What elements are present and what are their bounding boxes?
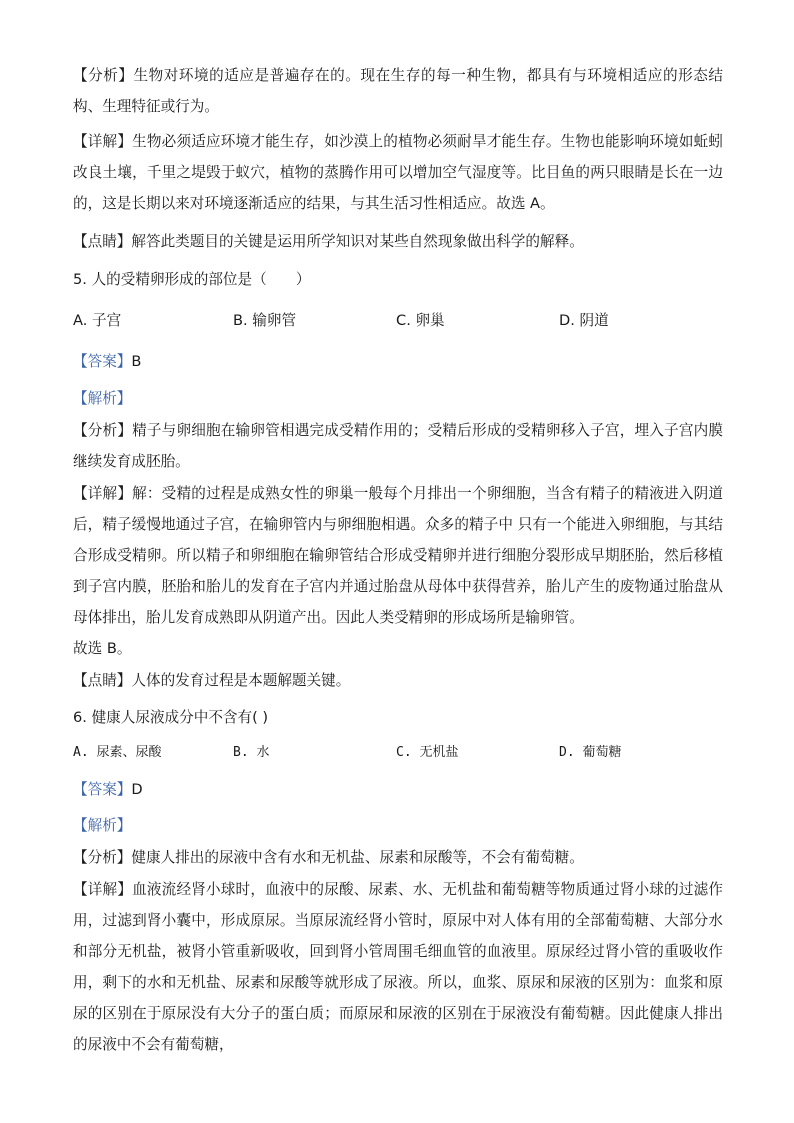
q5-jiexi — [73, 383, 723, 414]
answer-value: B — [131, 353, 142, 370]
comment-text: 解答此类题目的关键是运用所学知识对某些自然现象做出科学的解释。 — [131, 233, 584, 250]
q6-answer — [73, 774, 723, 805]
q5-detail — [73, 478, 723, 633]
q6-analysis — [73, 842, 723, 873]
q6-option-a: A. 尿素、尿酸 — [73, 745, 162, 760]
detail-tag: 【详解】 — [73, 133, 133, 150]
q5-option-a: A. 子宫 — [73, 312, 122, 329]
question-6-stem: 6. 健康人尿液成分中不含有( ) — [73, 709, 269, 726]
answer-tag: 【答案】 — [73, 353, 132, 370]
answer-tag: 【答案】 — [73, 781, 132, 798]
comment-tag: 【点睛】 — [73, 233, 132, 250]
q5-option-d: D. 阴道 — [559, 312, 609, 329]
analysis-tag: 【分析】 — [73, 849, 132, 866]
detail-tag: 【详解】 — [73, 485, 133, 502]
q6-detail — [73, 874, 723, 1060]
jiexi-tag: 【解析】 — [73, 817, 132, 834]
detail-text: 生物必须适应环境才能生存，如沙漠上的植物必须耐旱才能生存。生物也能影响环境如蚯蚓改良土壤，千里之堤毁于蚁穴，植物的蒸腾作用可以增加空气湿度等。比目鱼的两只眼睛是长在一边的，这是长期以来对环境逐渐适应的结果，与其生活习性相适应。故选 A。 — [73, 133, 723, 212]
comment-paragraph-1 — [73, 226, 723, 257]
analysis-text: 健康人排出的尿液中含有水和无机盐、尿素和尿酸等，不会有葡萄糖。 — [131, 849, 584, 866]
answer-value: D — [131, 781, 143, 798]
comment-tag: 【点睛】 — [73, 672, 132, 689]
analysis-paragraph-1 — [73, 60, 723, 122]
q6-option-b: B. 水 — [233, 745, 270, 760]
jiexi-tag: 【解析】 — [73, 390, 132, 407]
analysis-text: 生物对环境的适应是普遍存在的。现在生存的每一种生物，都具有与环境相适应的形态结构、生理特征或行为。 — [73, 67, 723, 115]
detail-tag: 【详解】 — [73, 881, 133, 898]
detail-paragraph-1 — [73, 126, 723, 219]
q5-choose: 故选 B。 — [73, 640, 132, 657]
q5-analysis — [73, 415, 723, 477]
q6-option-d: D. 葡萄糖 — [559, 745, 622, 760]
analysis-text: 精子与卵细胞在输卵管相遇完成受精作用的；受精后形成的受精卵移入子宫，埋入子宫内膜继续发育成胚胎。 — [73, 422, 723, 470]
q5-option-b: B. 输卵管 — [233, 312, 297, 329]
analysis-tag: 【分析】 — [73, 67, 134, 84]
question-5-stem: 5. 人的受精卵形成的部位是（ ） — [73, 271, 311, 288]
comment-text: 人体的发育过程是本题解题关键。 — [131, 672, 351, 689]
detail-text: 血液流经肾小球时，血液中的尿酸、尿素、水、无机盐和葡萄糖等物质通过肾小球的过滤作用，过滤到肾小囊中，形成原尿。当原尿流经肾小管时，原尿中对人体有用的全部葡萄糖、大部分水和部分无机盐，被肾小管重新吸收，回到肾小管周围毛细血管的血液里。原尿经过肾小管的重吸收作用，剩下的水和无机盐、尿素和尿酸等就形成了尿液。所以，血浆、原尿和尿液的区别为：血浆和原尿的区别在于原尿没有大分子的蛋白质；而原尿和尿液的区别在于尿液没有葡萄糖。因此健康人排出的尿液中不会有葡萄糖， — [73, 881, 723, 1053]
q6-option-c: C. 无机盐 — [396, 745, 459, 760]
q6-jiexi — [73, 810, 723, 841]
detail-text: 解：受精的过程是成熟女性的卵巢一般每个月排出一个卵细胞，当含有精子的精液进入阴道后，精子缓慢地通过子宫，在输卵管内与卵细胞相遇。众多的精子中 只有一个能进入卵细胞，与其结合形成受精卵。所以精子和卵细胞在输卵管结合形成受精卵并进行细胞分裂形成早期胚胎，然后移植到子宫内膜，胚胎和胎儿的发育在子宫内并通过胎盘从母体中获得营养，胎儿产生的废物通过胎盘从母体排出，胎儿发育成熟即从阴道产出。因此人类受精卵的形成场所是输卵管。 — [73, 485, 723, 626]
analysis-tag: 【分析】 — [73, 422, 133, 439]
q5-option-c: C. 卵巢 — [396, 312, 445, 329]
q5-comment — [73, 665, 723, 696]
q5-answer — [73, 346, 723, 377]
